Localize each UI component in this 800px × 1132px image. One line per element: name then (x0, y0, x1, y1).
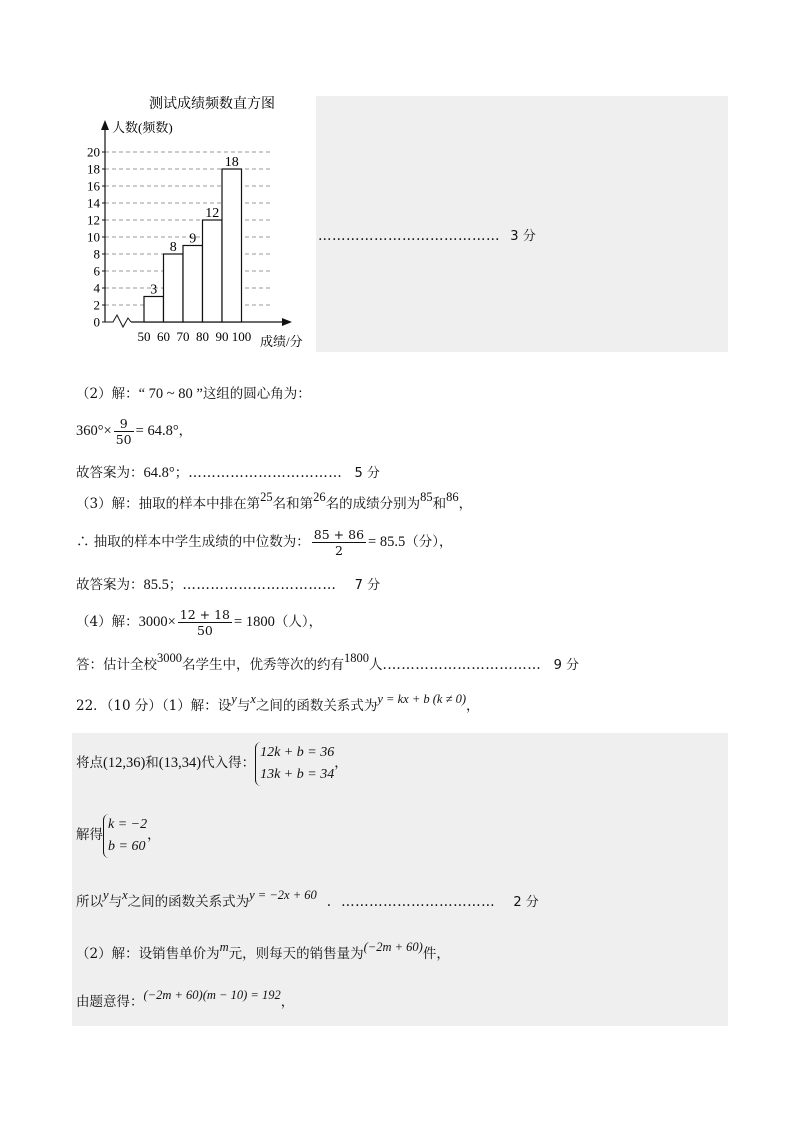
calc-part: 3000× (138, 614, 176, 630)
solution-b: b = 60 (108, 838, 146, 854)
text: ， (280, 994, 295, 1010)
separator: ； (174, 465, 189, 481)
text: 件， (422, 946, 450, 962)
text: 代入得： (201, 755, 256, 771)
solution-system (103, 814, 147, 858)
solution-k: k = −2 (108, 816, 148, 832)
sales-volume-expr: (−2m + 60) (363, 940, 423, 954)
equation-2: 13k + b = 34 (260, 766, 335, 782)
axis-break (105, 315, 131, 327)
chart-title: 测试成绩频数直方图 (149, 97, 275, 112)
answer-value: 64.8° (143, 465, 175, 481)
score-85: 85 (420, 490, 433, 504)
text: ∴ 抽取的样本中学生成绩的中位数为： (76, 534, 310, 550)
excellent-count: 1800 (344, 651, 369, 665)
x-tick-90: 90 (215, 329, 229, 344)
estimate-calc (76, 604, 322, 640)
text: 所以 (76, 894, 103, 910)
y-tick-14: 14 (87, 195, 100, 211)
y-tick-2: 2 (93, 297, 100, 313)
text: 人 (369, 657, 383, 673)
answer-prefix: 故答案为： (76, 465, 144, 481)
text: 解得 (76, 827, 103, 843)
fraction-9-50 (114, 416, 134, 447)
bar-60-70 (164, 254, 184, 322)
text: 元，则每天的销售量为 (228, 946, 364, 962)
calc-result: = 1800 (234, 614, 275, 630)
x-tick-80: 80 (196, 329, 209, 344)
denominator: 50 (115, 432, 132, 447)
text: ， (147, 827, 161, 843)
answer-value: 85.5 (143, 577, 169, 593)
score-86: 86 (446, 490, 459, 504)
answer-line-part3 (76, 575, 380, 596)
rank-26: 26 (313, 490, 326, 504)
calc-result: = 64.8° (135, 423, 179, 439)
var-y: y (231, 692, 237, 706)
text: 之间的函数关系式为 (127, 894, 250, 910)
x-tick-50: 50 (137, 329, 151, 344)
x-tick-100: 100 (231, 329, 252, 344)
score-5: 5 分 (354, 466, 380, 481)
point-1: (12,36) (103, 755, 146, 771)
leader-dots: …………………………… (182, 577, 337, 593)
profit-equation: (−2m + 60)(m − 10) = 192 (143, 988, 281, 1002)
function-result-line (76, 888, 539, 913)
part2-setup (76, 940, 450, 964)
text: （2）解：设销售单价为 (76, 946, 220, 962)
y-tick-20: 20 (87, 144, 100, 160)
text: 名和第 (272, 496, 314, 512)
y-tick-0: 0 (93, 314, 100, 330)
text: ， (466, 698, 480, 714)
text: （3）解：抽取的样本中排在第 (76, 496, 261, 512)
text: 答：估计全校 (76, 657, 157, 673)
text: 将点 (76, 755, 103, 771)
frequency-histogram (72, 90, 322, 352)
score-3: 3 分 (510, 229, 536, 244)
substitution-line (76, 738, 348, 788)
text: 和 (145, 755, 159, 771)
x-tick-60: 60 (157, 329, 170, 344)
data-label-80-90: 12 (205, 206, 220, 221)
separator: ； (168, 577, 183, 593)
equation-1: 12k + b = 36 (260, 744, 335, 760)
y-tick-16: 16 (87, 178, 100, 194)
bar-50-60 (144, 297, 164, 323)
point-2: (13,34) (158, 755, 202, 771)
bar-80-90 (203, 220, 223, 322)
text: . (326, 894, 332, 910)
bar-90-100 (222, 169, 242, 322)
var-x: x (250, 692, 256, 706)
text: ， (334, 755, 348, 771)
var-m: m (219, 940, 229, 954)
part4-prefix: （4）解： (76, 614, 139, 630)
score-2: 2 分 (513, 895, 539, 910)
shaded-region-top (316, 96, 728, 352)
comma: ， (178, 423, 193, 439)
leader-dots: …………………………… (341, 894, 496, 910)
answer-line-part2 (76, 463, 380, 484)
equation-system (255, 742, 334, 786)
fraction-median (312, 527, 366, 558)
part2-text: 这组的圆心角为： (202, 386, 311, 402)
data-label-50-60: 3 (150, 282, 158, 298)
part2-prefix: （2）解： (76, 386, 139, 402)
text: 名学生中，优秀等次的约有 (182, 657, 344, 673)
q22-setup (76, 692, 480, 716)
y-axis-arrow (101, 120, 109, 130)
y-tick-6: 6 (93, 263, 100, 279)
final-answer-line (76, 651, 579, 676)
solution-line (76, 808, 161, 862)
denominator: 2 (334, 543, 343, 558)
median-calc (76, 524, 452, 560)
text: 名的成绩分别为 (325, 496, 421, 512)
text: 22．（10 分）（1）解：设 (76, 698, 232, 714)
x-tick-70: 70 (176, 329, 190, 344)
y-tick-12: 12 (87, 212, 100, 228)
total-students: 3000 (157, 651, 182, 665)
y-tick-8: 8 (93, 246, 100, 262)
text: 与 (108, 894, 123, 910)
interval-70-80: “ 70 ~ 80 ” (138, 386, 203, 402)
numerator: 12 + 18 (179, 607, 231, 622)
fraction-estimate (178, 607, 232, 638)
text: 之间的函数关系式为 (255, 698, 378, 714)
y-axis-label: 人数(频数) (112, 120, 173, 135)
linear-function: y = kx + b (k ≠ 0) (377, 692, 466, 706)
unit: （人）， (274, 614, 323, 630)
part3-text (76, 490, 473, 514)
y-tick-18: 18 (87, 161, 100, 177)
unit: （分）， (405, 534, 453, 550)
y-tick-4: 4 (93, 280, 100, 296)
var-x: x (122, 888, 128, 902)
data-label-90-100: 18 (224, 155, 239, 170)
central-angle-calc (76, 414, 192, 448)
bar-70-80 (183, 246, 203, 323)
x-axis-arrow (282, 318, 292, 326)
histogram-score-line (318, 226, 536, 247)
data-label-70-80: 9 (189, 231, 197, 247)
y-tick-10: 10 (87, 229, 100, 245)
score-7: 7 分 (354, 578, 381, 593)
answer-prefix: 故答案为： (76, 577, 144, 593)
calc-part: 360°× (76, 423, 112, 439)
part2-question (76, 384, 311, 404)
data-label-60-70: 8 (169, 240, 177, 255)
text: 由题意得： (76, 994, 144, 1010)
leader-dots: ………………………………… (318, 228, 500, 244)
median-result: = 85.5 (368, 534, 406, 550)
numerator: 9 (114, 416, 134, 432)
score-9: 9 分 (553, 658, 579, 673)
leader-dots: .…………………………… (382, 657, 542, 673)
numerator: 85 + 86 (313, 527, 365, 542)
function-result: y = −2x + 60 (249, 888, 317, 902)
text: 和 (432, 496, 447, 512)
leader-dots: …………………………… (188, 465, 343, 481)
text: ， (458, 496, 473, 512)
rank-25: 25 (260, 490, 273, 504)
denominator: 50 (196, 623, 213, 638)
x-axis-label: 成绩/分 (260, 334, 303, 349)
var-y: y (103, 888, 109, 902)
equation-line (76, 988, 295, 1012)
text: 与 (236, 698, 251, 714)
